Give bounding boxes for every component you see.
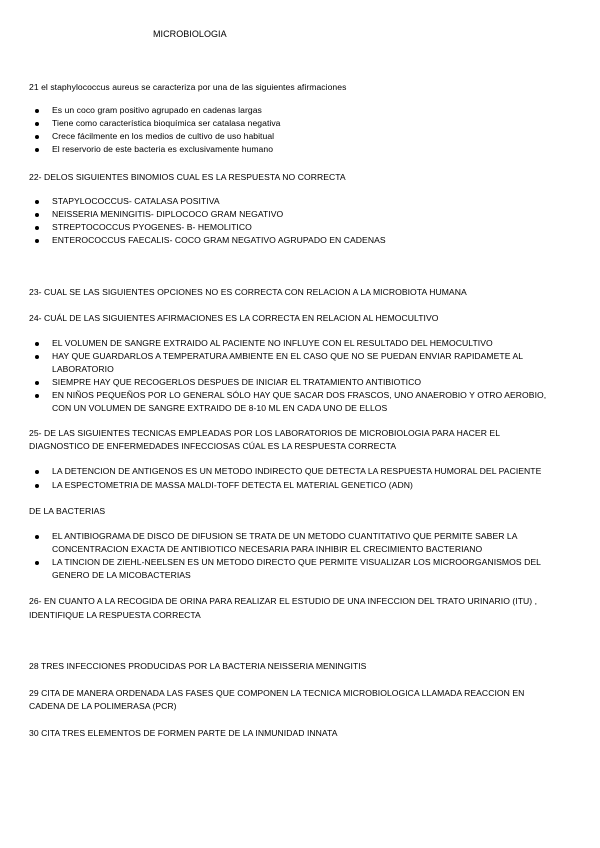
question-29-line-2: CADENA DE LA POLIMERASA (PCR): [29, 701, 177, 711]
bullet-icon: [35, 135, 39, 139]
question-25-line-2: DIAGNOSTICO DE ENFERMEDADES INFECCIOSAS CÚAL ES LA RESPUESTA CORRECTA: [29, 441, 397, 451]
bullet-icon: [35, 355, 39, 359]
bullet-icon: [35, 109, 39, 113]
question-25-line-1: 25- DE LAS SIGUIENTES TECNICAS EMPLEADAS POR LOS LABORATORIOS DE MICROBIOLOGIA PARA HACER EL: [29, 428, 501, 438]
question-21-option-1: Es un coco gram positivo agrupado en cadenas largas: [52, 105, 262, 115]
bullet-icon: [35, 381, 39, 385]
bullet-icon: [35, 148, 39, 152]
question-24-option-2-line-2: LABORATORIO: [52, 364, 114, 374]
question-25-option-4-line-1: LA TINCION DE ZIEHL-NEELSEN ES UN METODO DIRECTO QUE PERMITE VISUALIZAR LOS MICROORGANISMOS DEL: [52, 557, 541, 567]
page-title: MICROBIOLOGIA: [153, 29, 227, 39]
bullet-icon: [35, 535, 39, 539]
question-21: 21 el staphylococcus aureus se caracteriza por una de las siguientes afirmaciones: [29, 82, 347, 92]
question-22-option-1: STAPYLOCOCCUS- CATALASA POSITIVA: [52, 196, 220, 206]
question-30: 30 CITA TRES ELEMENTOS DE FORMEN PARTE DE LA INMUNIDAD INNATA: [29, 728, 338, 738]
question-24-option-2-line-1: HAY QUE GUARDARLOS A TEMPERATURA AMBIENTE EN EL CASO QUE NO SE PUEDAN ENVIAR RAPIDAMETE AL: [52, 351, 524, 361]
bullet-icon: [35, 470, 39, 474]
bullet-icon: [35, 213, 39, 217]
question-22: 22- DELOS SIGUIENTES BINOMIOS CUAL ES LA RESPUESTA NO CORRECTA: [29, 172, 346, 182]
question-25-continuation: DE LA BACTERIAS: [29, 506, 106, 516]
question-25-option-3-line-1: EL ANTIBIOGRAMA DE DISCO DE DIFUSION SE TRATA DE UN METODO CUANTITATIVO QUE PERMITE SABER LA: [52, 531, 518, 541]
question-23: 23- CUAL SE LAS SIGUIENTES OPCIONES NO ES CORRECTA CON RELACION A LA MICROBIOTA HUMANA: [29, 287, 467, 297]
question-29-line-1: 29 CITA DE MANERA ORDENADA LAS FASES QUE COMPONEN LA TECNICA MICROBIOLOGICA LLAMADA REACCION EN: [29, 688, 525, 698]
question-21-option-4: El reservorio de este bacteria es exclusivamente humano: [52, 144, 274, 154]
bullet-icon: [35, 561, 39, 565]
bullet-icon: [35, 394, 39, 398]
question-26-line-2: IDENTIFIQUE LA RESPUESTA CORRECTA: [29, 610, 201, 620]
question-24-option-1: EL VOLUMEN DE SANGRE EXTRAIDO AL PACIENTE NO INFLUYE CON EL RESULTADO DEL HEMOCULTIVO: [52, 338, 493, 348]
question-25-option-3-line-2: CONCENTRACION EXACTA DE ANTIBIOTICO NECESARIA PARA INHIBIR EL CRECIMIENTO BACTERIANO: [52, 544, 483, 554]
bullet-icon: [35, 200, 39, 204]
bullet-icon: [35, 342, 39, 346]
question-22-option-4: ENTEROCOCCUS FAECALIS- COCO GRAM NEGATIVO AGRUPADO EN CADENAS: [52, 235, 386, 245]
question-21-option-3: Crece fácilmente en los medios de cultivo de uso habitual: [52, 131, 275, 141]
question-24-option-4-line-1: EN NIÑOS PEQUEÑOS POR LO GENERAL SÓLO HAY QUE SACAR DOS FRASCOS, UNO ANAEROBIO Y OTRO AEROBIO,: [52, 390, 547, 400]
question-22-option-3: STREPTOCOCCUS PYOGENES- B- HEMOLITICO: [52, 222, 252, 232]
question-22-option-2: NEISSERIA MENINGITIS- DIPLOCOCO GRAM NEGATIVO: [52, 209, 284, 219]
bullet-icon: [35, 484, 39, 488]
question-25-option-4-line-2: GENERO DE LA MICOBACTERIAS: [52, 570, 191, 580]
bullet-icon: [35, 226, 39, 230]
bullet-icon: [35, 122, 39, 126]
question-24-option-3: SIEMPRE HAY QUE RECOGERLOS DESPUES DE INICIAR EL TRATAMIENTO ANTIBIOTICO: [52, 377, 422, 387]
question-24: 24- CUÁL DE LAS SIGUIENTES AFIRMACIONES ES LA CORRECTA EN RELACION AL HEMOCULTIVO: [29, 313, 439, 323]
question-25-option-2: LA ESPECTOMETRIA DE MASSA MALDI-TOFF DETECTA EL MATERIAL GENETICO (ADN): [52, 480, 413, 490]
bullet-icon: [35, 239, 39, 243]
question-24-option-4-line-2: CON UN VOLUMEN DE SANGRE EXTRAIDO DE 8-10 ML EN CADA UNO DE ELLOS: [52, 403, 388, 413]
question-26-line-1: 26- EN CUANTO A LA RECOGIDA DE ORINA PARA REALIZAR EL ESTUDIO DE UNA INFECCION DEL TRATO URINARIO (ITU) ,: [29, 596, 538, 606]
question-28: 28 TRES INFECCIONES PRODUCIDAS POR LA BACTERIA NEISSERIA MENINGITIS: [29, 661, 367, 671]
question-21-option-2: Tiene como característica bioquímica ser catalasa negativa: [52, 118, 281, 128]
question-25-option-1: LA DETENCION DE ANTIGENOS ES UN METODO INDIRECTO QUE DETECTA LA RESPUESTA HUMORAL DEL PACIENTE: [52, 466, 542, 476]
